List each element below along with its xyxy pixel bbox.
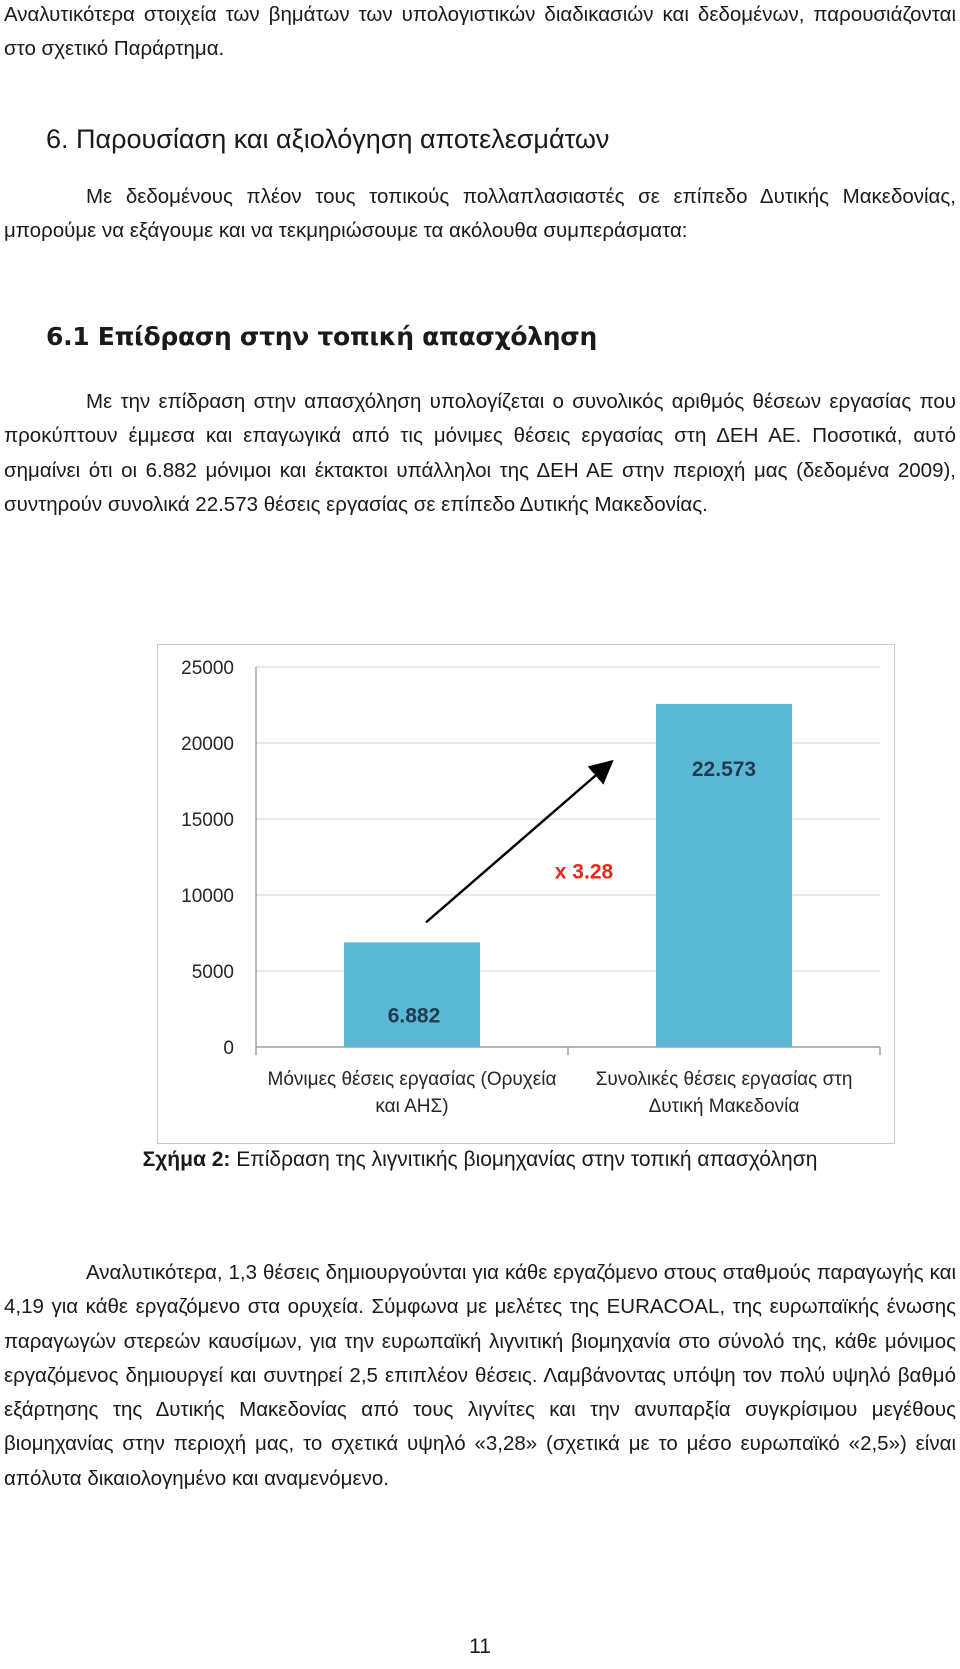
subsection-paragraph: Με την επίδραση στην απασχόληση υπολογίζεται ο συνολικός αριθμός θέσεων εργασίας που προκύπτουν έμμεσα και επαγωγικά από τις μόνιμες θέσεις εργασίας στη ΔΕΗ ΑΕ. Ποσοτικά, αυτό σημαίνει ότι οι 6.882 μόνιμοι και έκτακτοι υπάλληλοι της ΔΕΗ ΑΕ στην περιοχή μας (δεδομένα 2009), συντηρούν συνολικά 22.573 θέσεις εργασίας σε επίπεδο Δυτικής Μακεδονίας.: [4, 390, 956, 516]
x-category-label: Δυτική Μακεδονία: [648, 1096, 800, 1117]
section-heading: 6. Παρουσίαση και αξιολόγηση αποτελεσμάτων: [46, 124, 610, 154]
intro-paragraph: Αναλυτικότερα στοιχεία των βημάτων των υπολογιστικών διαδικασιών και δεδομένων, παρουσιάζονται στο σχετικό Παράρτημα.: [4, 3, 956, 61]
x-category-label: Μόνιμες θέσεις εργασίας (Ορυχεία: [267, 1069, 557, 1090]
subsection-heading: 6.1 Επίδραση στην τοπική απασχόληση: [46, 322, 597, 351]
figure-caption-label: Σχήμα 2:: [142, 1148, 231, 1171]
figure-caption-text: Επίδραση της λιγνιτικής βιομηχανίας στην τοπική απασχόληση: [230, 1148, 818, 1171]
section-paragraph: Με δεδομένους πλέον τους τοπικούς πολλαπλασιαστές σε επίπεδο Δυτικής Μακεδονίας, μπορούμε να εξάγουμε και να τεκμηριώσουμε τα ακόλουθα συμπεράσματα:: [4, 185, 956, 243]
bar: [344, 942, 480, 1047]
multiplier-annotation: x 3.28: [554, 860, 614, 884]
y-tick-label: 0: [223, 1038, 234, 1059]
closing-paragraph: Αναλυτικότερα, 1,3 θέσεις δημιουργούνται για κάθε εργαζόμενο στους σταθμούς παραγωγής και 4,19 για κάθε εργαζόμενο στα ορυχεία. Σύμφωνα με μελέτες της EURACOAL, της ευρωπαϊκής ένωσης παραγωγών στερεών καυσίμων, για την ευρωπαϊκή λιγνιτική βιομηχανία στο σύνολό της, κάθε μόνιμος εργαζόμενος δημιουργεί και συντηρεί 2,5 επιπλέον θέσεις. Λαμβάνοντας υπόψη τον πολύ υψηλό βαθμό εξάρτησης της Δυτικής Μακεδονίας από τους λιγνίτες και την ανυπαρξία συγκρίσιμου μεγέθους βιομηχανίας στην περιοχή μας, το σχετικά υψηλό «3,28» (σχετικά με το μέσο ευρωπαϊκό «2,5») είναι απόλυτα δικαιολογημένο και αναμενόμενο.: [4, 1261, 956, 1490]
bar-data-label: 22.573: [691, 757, 757, 781]
page-number: 11: [469, 1635, 491, 1658]
chart-canvas: [158, 645, 894, 1143]
y-tick-label: 15000: [181, 810, 234, 831]
bar-data-label: 6.882: [387, 1004, 441, 1028]
bar: [656, 704, 792, 1047]
x-category-label: και ΑΗΣ): [375, 1096, 449, 1117]
y-tick-label: 25000: [181, 658, 234, 679]
y-tick-label: 10000: [181, 886, 234, 907]
y-tick-label: 20000: [181, 734, 234, 755]
x-category-label: Συνολικές θέσεις εργασίας στη: [595, 1069, 853, 1090]
employment-bar-chart: [157, 644, 895, 1144]
growth-arrow: [426, 763, 610, 922]
figure-caption: [0, 1148, 960, 1172]
y-tick-label: 5000: [191, 962, 234, 983]
